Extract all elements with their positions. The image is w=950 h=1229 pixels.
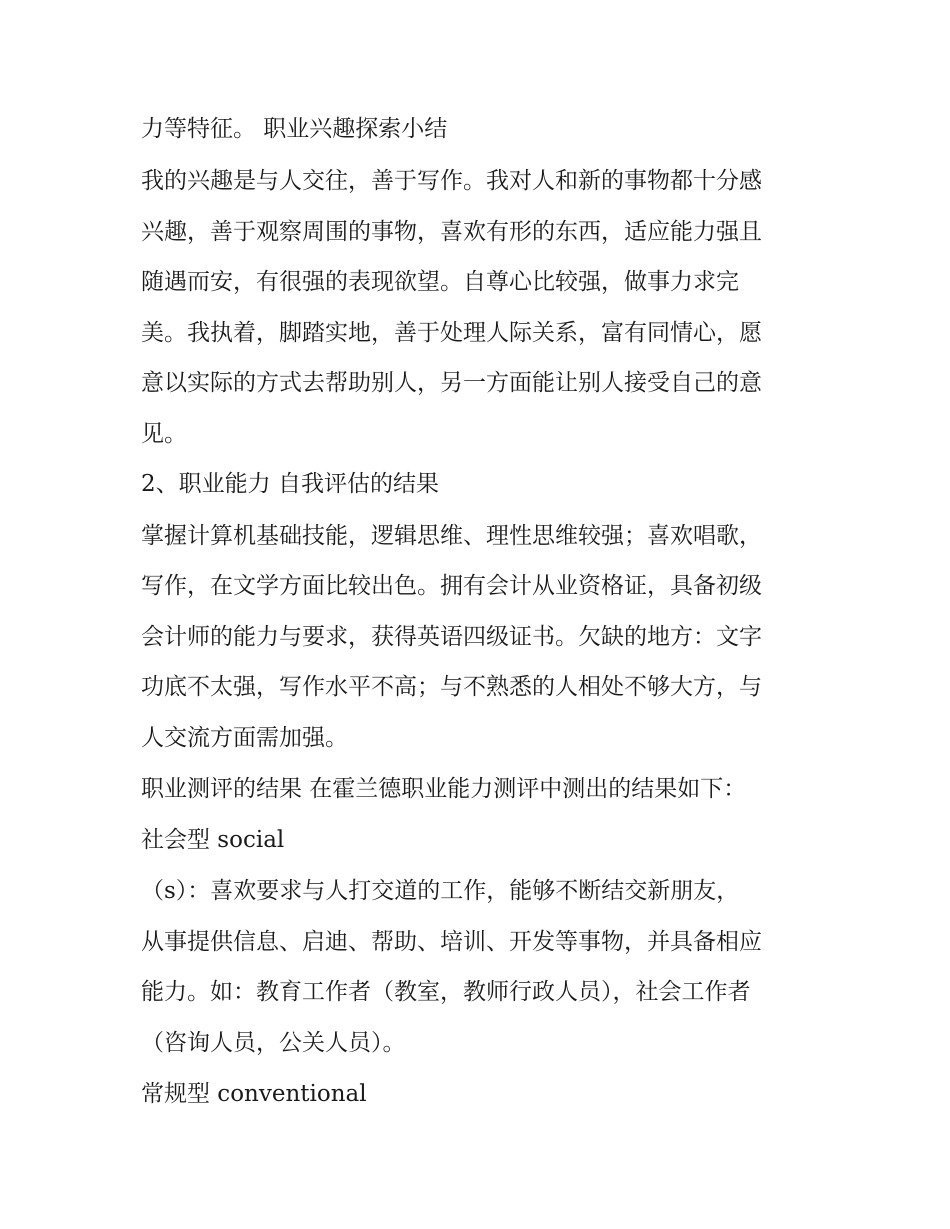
type-heading-conventional: 常规型 conventional: [141, 1081, 367, 1107]
text-line: （s）：喜欢要求与人打交道的工作，能够不断结交新朋友，: [141, 878, 740, 904]
type-heading-social: 社会型 social: [141, 827, 285, 853]
text-line: 从事提供信息、启迪、帮助、培训、开发等事物，并具备相应: [141, 929, 762, 955]
text-line: 美。我执着，脚踏实地，善于处理人际关系，富有同情心，愿: [141, 320, 762, 346]
text-line: 见。: [141, 421, 187, 447]
text-line: 随遇而安，有很强的表现欲望。自尊心比较强，做事力求完: [141, 269, 739, 295]
text-line: 意以实际的方式去帮助别人，另一方面能让别人接受自己的意: [141, 370, 762, 396]
text-line: 兴趣，善于观察周围的事物，喜欢有形的东西，适应能力强且: [141, 219, 762, 245]
text-line: 写作，在文学方面比较出色。拥有会计从业资格证，具备初级: [141, 573, 762, 599]
text-line: 功底不太强，写作水平不高；与不熟悉的人相处不够大方，与: [141, 674, 762, 700]
text-line: 能力。如：教育工作者（教室，教师行政人员），社会工作者: [141, 979, 751, 1005]
text-line: 职业测评的结果 在霍兰德职业能力测评中测出的结果如下：: [141, 776, 747, 802]
section-heading: 2、职业能力 自我评估的结果: [141, 471, 439, 497]
text-line: 掌握计算机基础技能，逻辑思维、理性思维较强；喜欢唱歌，: [141, 523, 762, 549]
text-line: 我的兴趣是与人交往，善于写作。我对人和新的事物都十分感: [141, 168, 762, 194]
text-line: 会计师的能力与要求，获得英语四级证书。欠缺的地方：文字: [141, 624, 762, 650]
text-line: （咨询人员，公关人员）。: [141, 1030, 406, 1056]
text-line: 力等特征。 职业兴趣探索小结: [141, 116, 448, 142]
text-line: 人交流方面需加强。: [141, 725, 348, 751]
